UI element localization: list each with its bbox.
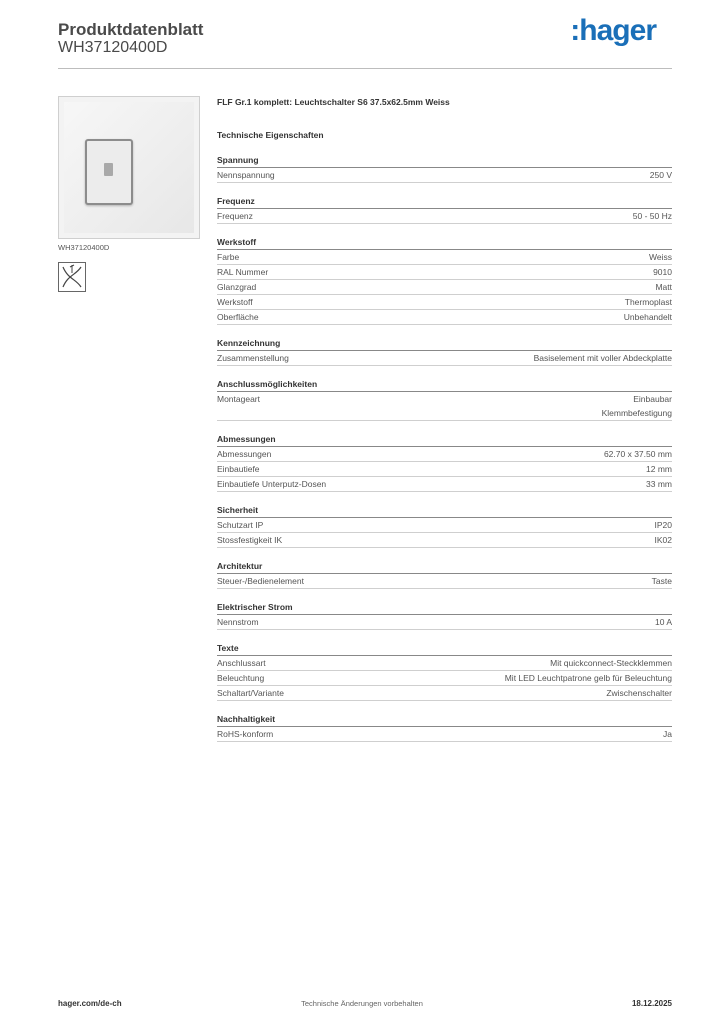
spec-value: Einbaubar Klemmbefestigung xyxy=(601,394,672,418)
spec-row xyxy=(217,295,672,310)
spec-value: Weiss xyxy=(649,252,672,262)
spec-label: Farbe xyxy=(217,252,240,262)
spec-label: Schaltart/Variante xyxy=(217,688,284,698)
spec-row xyxy=(217,351,672,366)
spec-label: Nennstrom xyxy=(217,617,259,627)
section-title: Abmessungen xyxy=(217,433,672,447)
spec-content xyxy=(217,96,672,742)
spec-label: Stossfestigkeit IK xyxy=(217,535,283,545)
spec-row xyxy=(217,518,672,533)
spec-value: Thermoplast xyxy=(624,297,672,307)
spec-label: RAL Nummer xyxy=(217,267,269,277)
led-window-icon xyxy=(104,163,113,176)
spec-label: Schutzart IP xyxy=(217,520,264,530)
spec-row xyxy=(217,574,672,589)
spec-row xyxy=(217,310,672,325)
spec-label: Beleuchtung xyxy=(217,673,265,683)
spec-label: Werkstoff xyxy=(217,297,253,307)
spec-row xyxy=(217,265,672,280)
spec-label: Steuer-/Bedienelement xyxy=(217,576,304,586)
switch-rocker xyxy=(85,139,133,205)
product-title: FLF Gr.1 komplett: Leuchtschalter S6 37.5x62.5mm Weiss xyxy=(217,97,450,107)
spec-value: IP20 xyxy=(654,520,672,530)
spec-row xyxy=(217,209,672,224)
spec-value: Unbehandelt xyxy=(623,312,672,322)
spec-value: 33 mm xyxy=(646,479,672,489)
spec-section xyxy=(217,433,672,492)
spec-row xyxy=(217,462,672,477)
switch-plate xyxy=(64,102,194,233)
spec-row xyxy=(217,392,672,421)
spec-label: Einbautiefe Unterputz-Dosen xyxy=(217,479,327,489)
footer-date: 18.12.2025 xyxy=(631,999,672,1008)
spec-section xyxy=(217,642,672,701)
spec-value: Basiselement mit voller Abdeckplatte xyxy=(533,353,672,363)
section-title: Kennzeichnung xyxy=(217,337,672,351)
section-title: Anschlussmöglichkeiten xyxy=(217,378,672,392)
page-title: Produktdatenblatt xyxy=(58,20,204,39)
spec-row xyxy=(217,168,672,183)
spec-label: Abmessungen xyxy=(217,449,272,459)
spec-label: Zusammenstellung xyxy=(217,353,289,363)
spec-row xyxy=(217,533,672,548)
spec-section xyxy=(217,601,672,630)
logo-text: hager xyxy=(579,14,656,47)
spec-label: Glanzgrad xyxy=(217,282,257,292)
spec-row xyxy=(217,671,672,686)
spec-label: Frequenz xyxy=(217,211,253,221)
spec-row xyxy=(217,686,672,701)
spec-label: Einbautiefe xyxy=(217,464,260,474)
section-title: Frequenz xyxy=(217,195,672,209)
product-image xyxy=(58,96,200,239)
spec-value: Taste xyxy=(651,576,672,586)
spec-section xyxy=(217,378,672,421)
spec-value: Mit LED Leuchtpatrone gelb für Beleuchtung xyxy=(504,673,672,683)
spec-label: RoHS-konform xyxy=(217,729,274,739)
spec-section xyxy=(217,236,672,325)
spec-value: Zwischenschalter xyxy=(606,688,672,698)
spec-section xyxy=(217,337,672,366)
spec-row xyxy=(217,477,672,492)
spec-row xyxy=(217,656,672,671)
tech-heading: Technische Eigenschaften xyxy=(217,130,324,140)
footer-website[interactable]: hager.com/de-ch xyxy=(58,999,122,1008)
spec-section xyxy=(217,713,672,742)
spec-sections xyxy=(217,154,672,742)
logo-dots-icon: : xyxy=(570,14,580,47)
spec-section xyxy=(217,504,672,548)
spec-row xyxy=(217,727,672,742)
spec-value: 9010 xyxy=(653,267,672,277)
hager-logo xyxy=(570,14,656,48)
spec-value: Ja xyxy=(663,729,672,739)
section-title: Werkstoff xyxy=(217,236,672,250)
spec-row xyxy=(217,250,672,265)
spec-label: Nennspannung xyxy=(217,170,275,180)
spec-value: 50 - 50 Hz xyxy=(632,211,672,221)
spec-section xyxy=(217,154,672,183)
spec-section xyxy=(217,560,672,589)
section-title: Architektur xyxy=(217,560,672,574)
spec-row xyxy=(217,447,672,462)
spec-value: IK02 xyxy=(654,535,672,545)
spec-value: 12 mm xyxy=(646,464,672,474)
switch-symbol-icon xyxy=(58,262,86,292)
spec-value: Mit quickconnect-Steckklemmen xyxy=(550,658,672,668)
spec-value: 250 V xyxy=(649,170,672,180)
spec-label: Montageart xyxy=(217,394,260,404)
spec-value: Matt xyxy=(655,282,672,292)
spec-value: 62.70 x 37.50 mm xyxy=(603,449,672,459)
spec-row xyxy=(217,280,672,295)
spec-value: 10 A xyxy=(654,617,672,627)
spec-label: Anschlussart xyxy=(217,658,266,668)
header-divider xyxy=(58,68,672,69)
section-title: Elektrischer Strom xyxy=(217,601,672,615)
section-title: Spannung xyxy=(217,154,672,168)
spec-section xyxy=(217,195,672,224)
product-code: WH37120400D xyxy=(58,39,168,56)
spec-label: Oberfläche xyxy=(217,312,259,322)
section-title: Texte xyxy=(217,642,672,656)
image-caption: WH37120400D xyxy=(58,243,110,252)
section-title: Nachhaltigkeit xyxy=(217,713,672,727)
spec-row xyxy=(217,615,672,630)
section-title: Sicherheit xyxy=(217,504,672,518)
footer-notice: Technische Änderungen vorbehalten xyxy=(301,999,423,1008)
